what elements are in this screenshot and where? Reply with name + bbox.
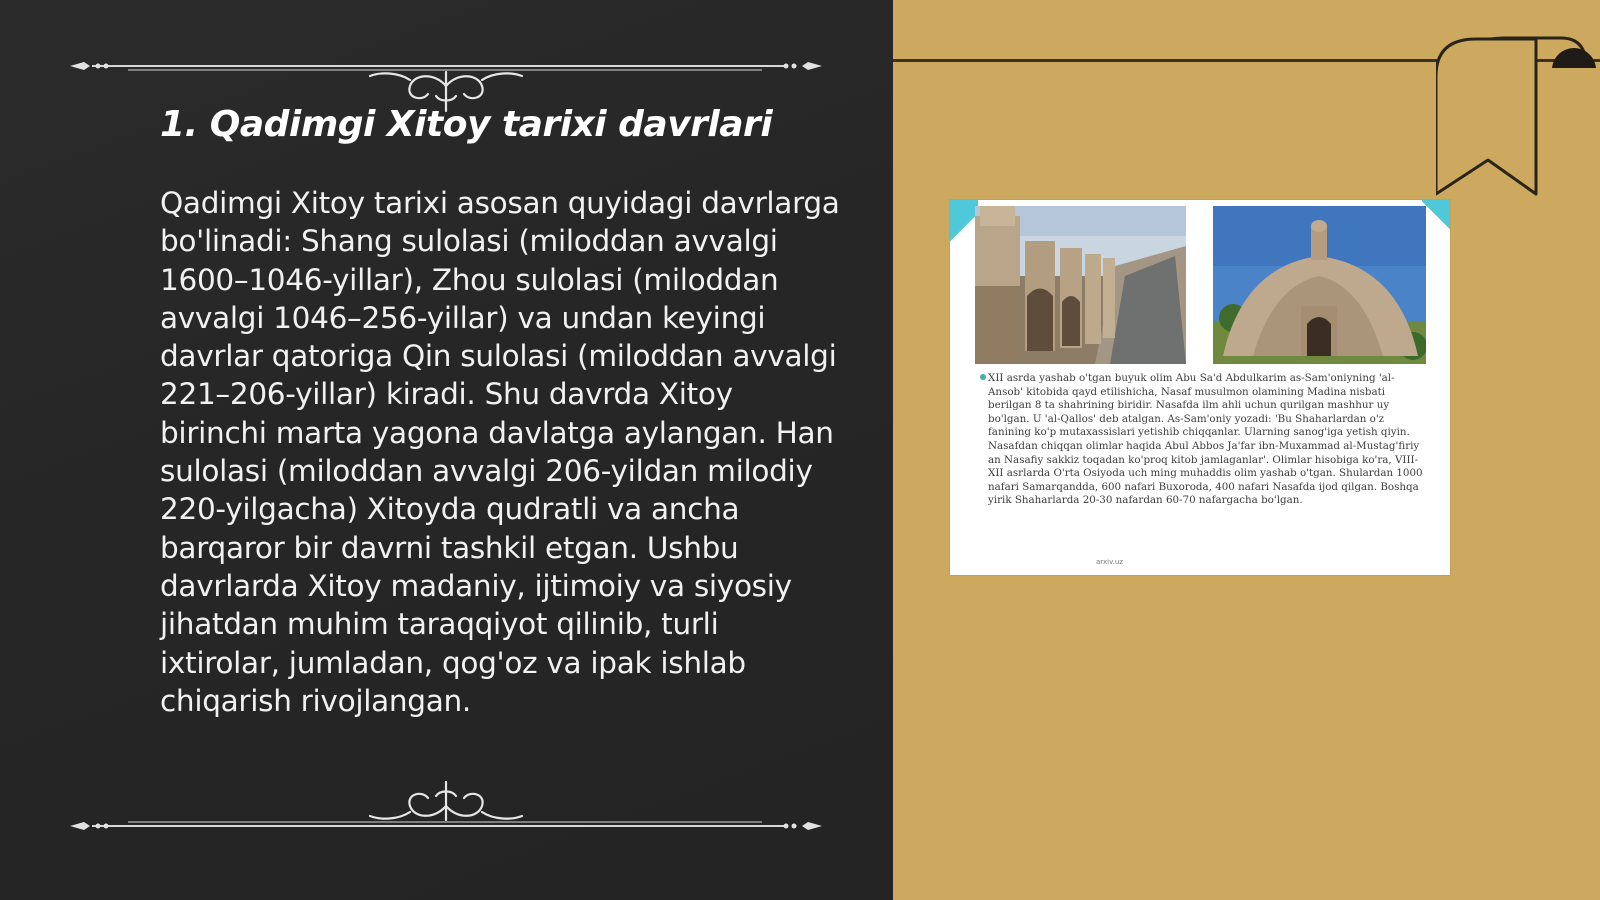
photo-caravanserai-wall [975, 206, 1186, 364]
textbook-caption: XII asrda yashab o'tgan buyuk olim Abu Sa'd Abdulkarim as-Sam'oniyning 'al-Ansob' kitobida qayd etilishicha, Nasaf musulmon olamining Madina nisbati berilgan 8 ta shahrining biridir. Nasafda ilm ahli uchun qurilgan mashhur uy bo'lgan. U 'al-Qallos' deb atalgan. As-Sam'oniy yozadi: 'Bu Shaharlardan o'z fanining ko'p mutaxassislari yetishib chiqqanlar. Ularning sanog'iga yetish qiyin. Nasafdan chiqqan olimlar haqida Abul Abbos Ja'far ibn-Muxammad al-Mustag'firiy an Nasafiy sakkiz toqadan ko'proq kitob jamlaganlar'. Olimlar hisobiga ko'ra, VIII-XII asrlarda O'rta Osiyoda uch ming muhaddis olim yashab o'tgan. Shulardan 1000 nafari Samarqandda, 600 nafari Buxoroda, 400 nafari Nasafda ijod qilgan. Boshqa yirik Shaharlarda 20-30 nafardan 60-70 nafargacha bo'lgan. [988, 372, 1423, 507]
teal-corner-decoration [950, 200, 978, 254]
teal-corner-decoration [1422, 200, 1450, 230]
photo-domed-building [1213, 206, 1426, 364]
textbook-page-image [950, 200, 1450, 575]
bookmark-ribbon-icon [1436, 36, 1596, 196]
flourish-divider-icon [68, 776, 824, 836]
slide-title: 1. Qadimgi Xitoy tarixi davrlari [160, 104, 773, 145]
caption-bullet-icon [980, 374, 986, 380]
watermark-footer: arxiv.uz [1096, 558, 1124, 566]
slide-body-text: Qadimgi Xitoy tarixi asosan quyidagi davrlarga bo'linadi: Shang sulolasi (miloddan avvalgi 1600–1046-yillar), Zhou sulolasi (miloddan avvalgi 1046–256-yillar) va undan keyingi davrlar qatoriga Qin sulolasi (miloddan avvalgi 221–206-yillar) kiradi. Shu davrda Xitoy birinchi marta yagona davlatga aylangan. Han sulolasi (miloddan avvalgi 206-yildan milodiy 220-yilgacha) Xitoyda qudratli va ancha barqaror bir davrni tashkil etgan. Ushbu davrlarda Xitoy madaniy, ijtimoiy va siyosiy jihatdan muhim taraqqiyot qilinib, turli ixtirolar, jumladan, qog'oz va ipak ishlab chiqarish rivojlangan. [160, 186, 840, 718]
